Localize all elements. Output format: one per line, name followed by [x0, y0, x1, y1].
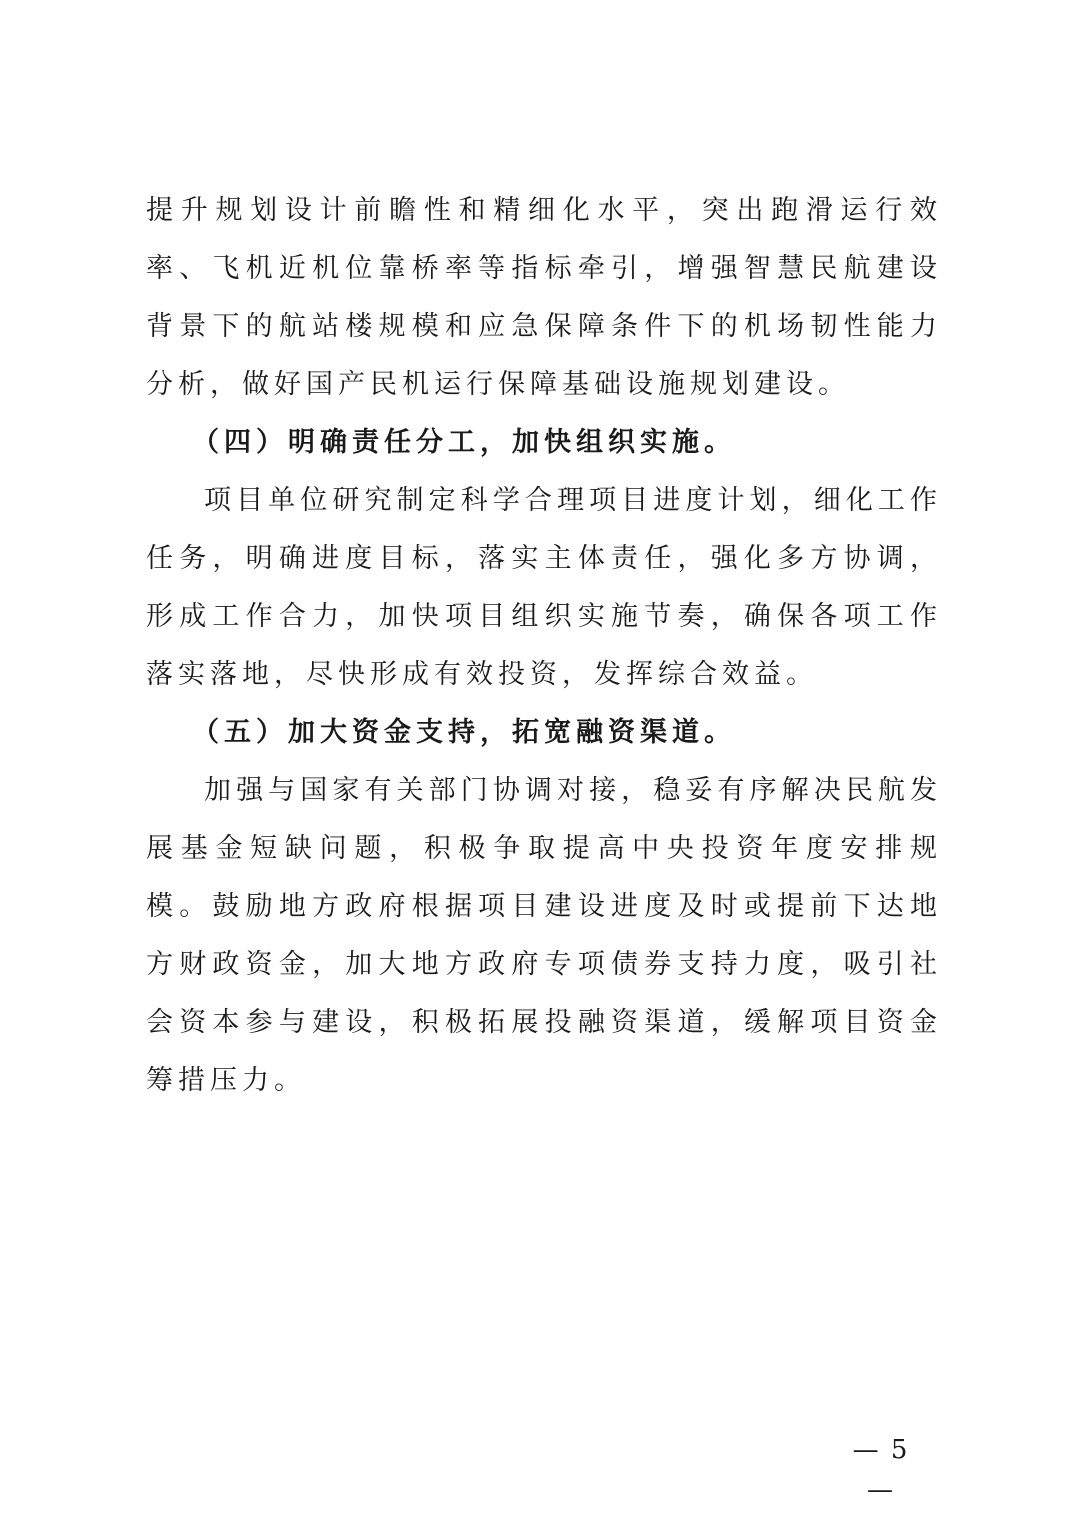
paragraph-responsibility: 项目单位研究制定科学合理项目进度计划，细化工作任务，明确进度目标，落实主体责任，强化多方协调，形成工作合力，加快项目组织实施节奏，确保各项工作落实落地，尽快形成有效投资，发挥综合效益。	[146, 485, 942, 690]
paragraph-continuation: 提升规划设计前瞻性和精细化水平，突出跑滑运行效率、飞机近机位靠桥率等指标牵引，增强智慧民航建设背景下的航站楼规模和应急保障条件下的机场韧性能力分析，做好国产民机运行保障基础设施规划建设。	[146, 195, 942, 400]
paragraph-funding: 加强与国家有关部门协调对接，稳妥有序解决民航发展基金短缺问题，积极争取提高中央投资年度安排规模。鼓励地方政府根据项目建设进度及时或提前下达地方财政资金，加大地方政府专项债券支持力度，吸引社会资本参与建设，积极拓展投融资渠道，缓解项目资金筹措压力。	[146, 775, 942, 1096]
document-body	[146, 182, 942, 1110]
section-heading-5: （五）加大资金支持，拓宽融资渠道。	[192, 717, 736, 748]
page-number: — 5 —	[852, 1435, 910, 1505]
section-heading-4: （四）明确责任分工，加快组织实施。	[192, 427, 736, 458]
